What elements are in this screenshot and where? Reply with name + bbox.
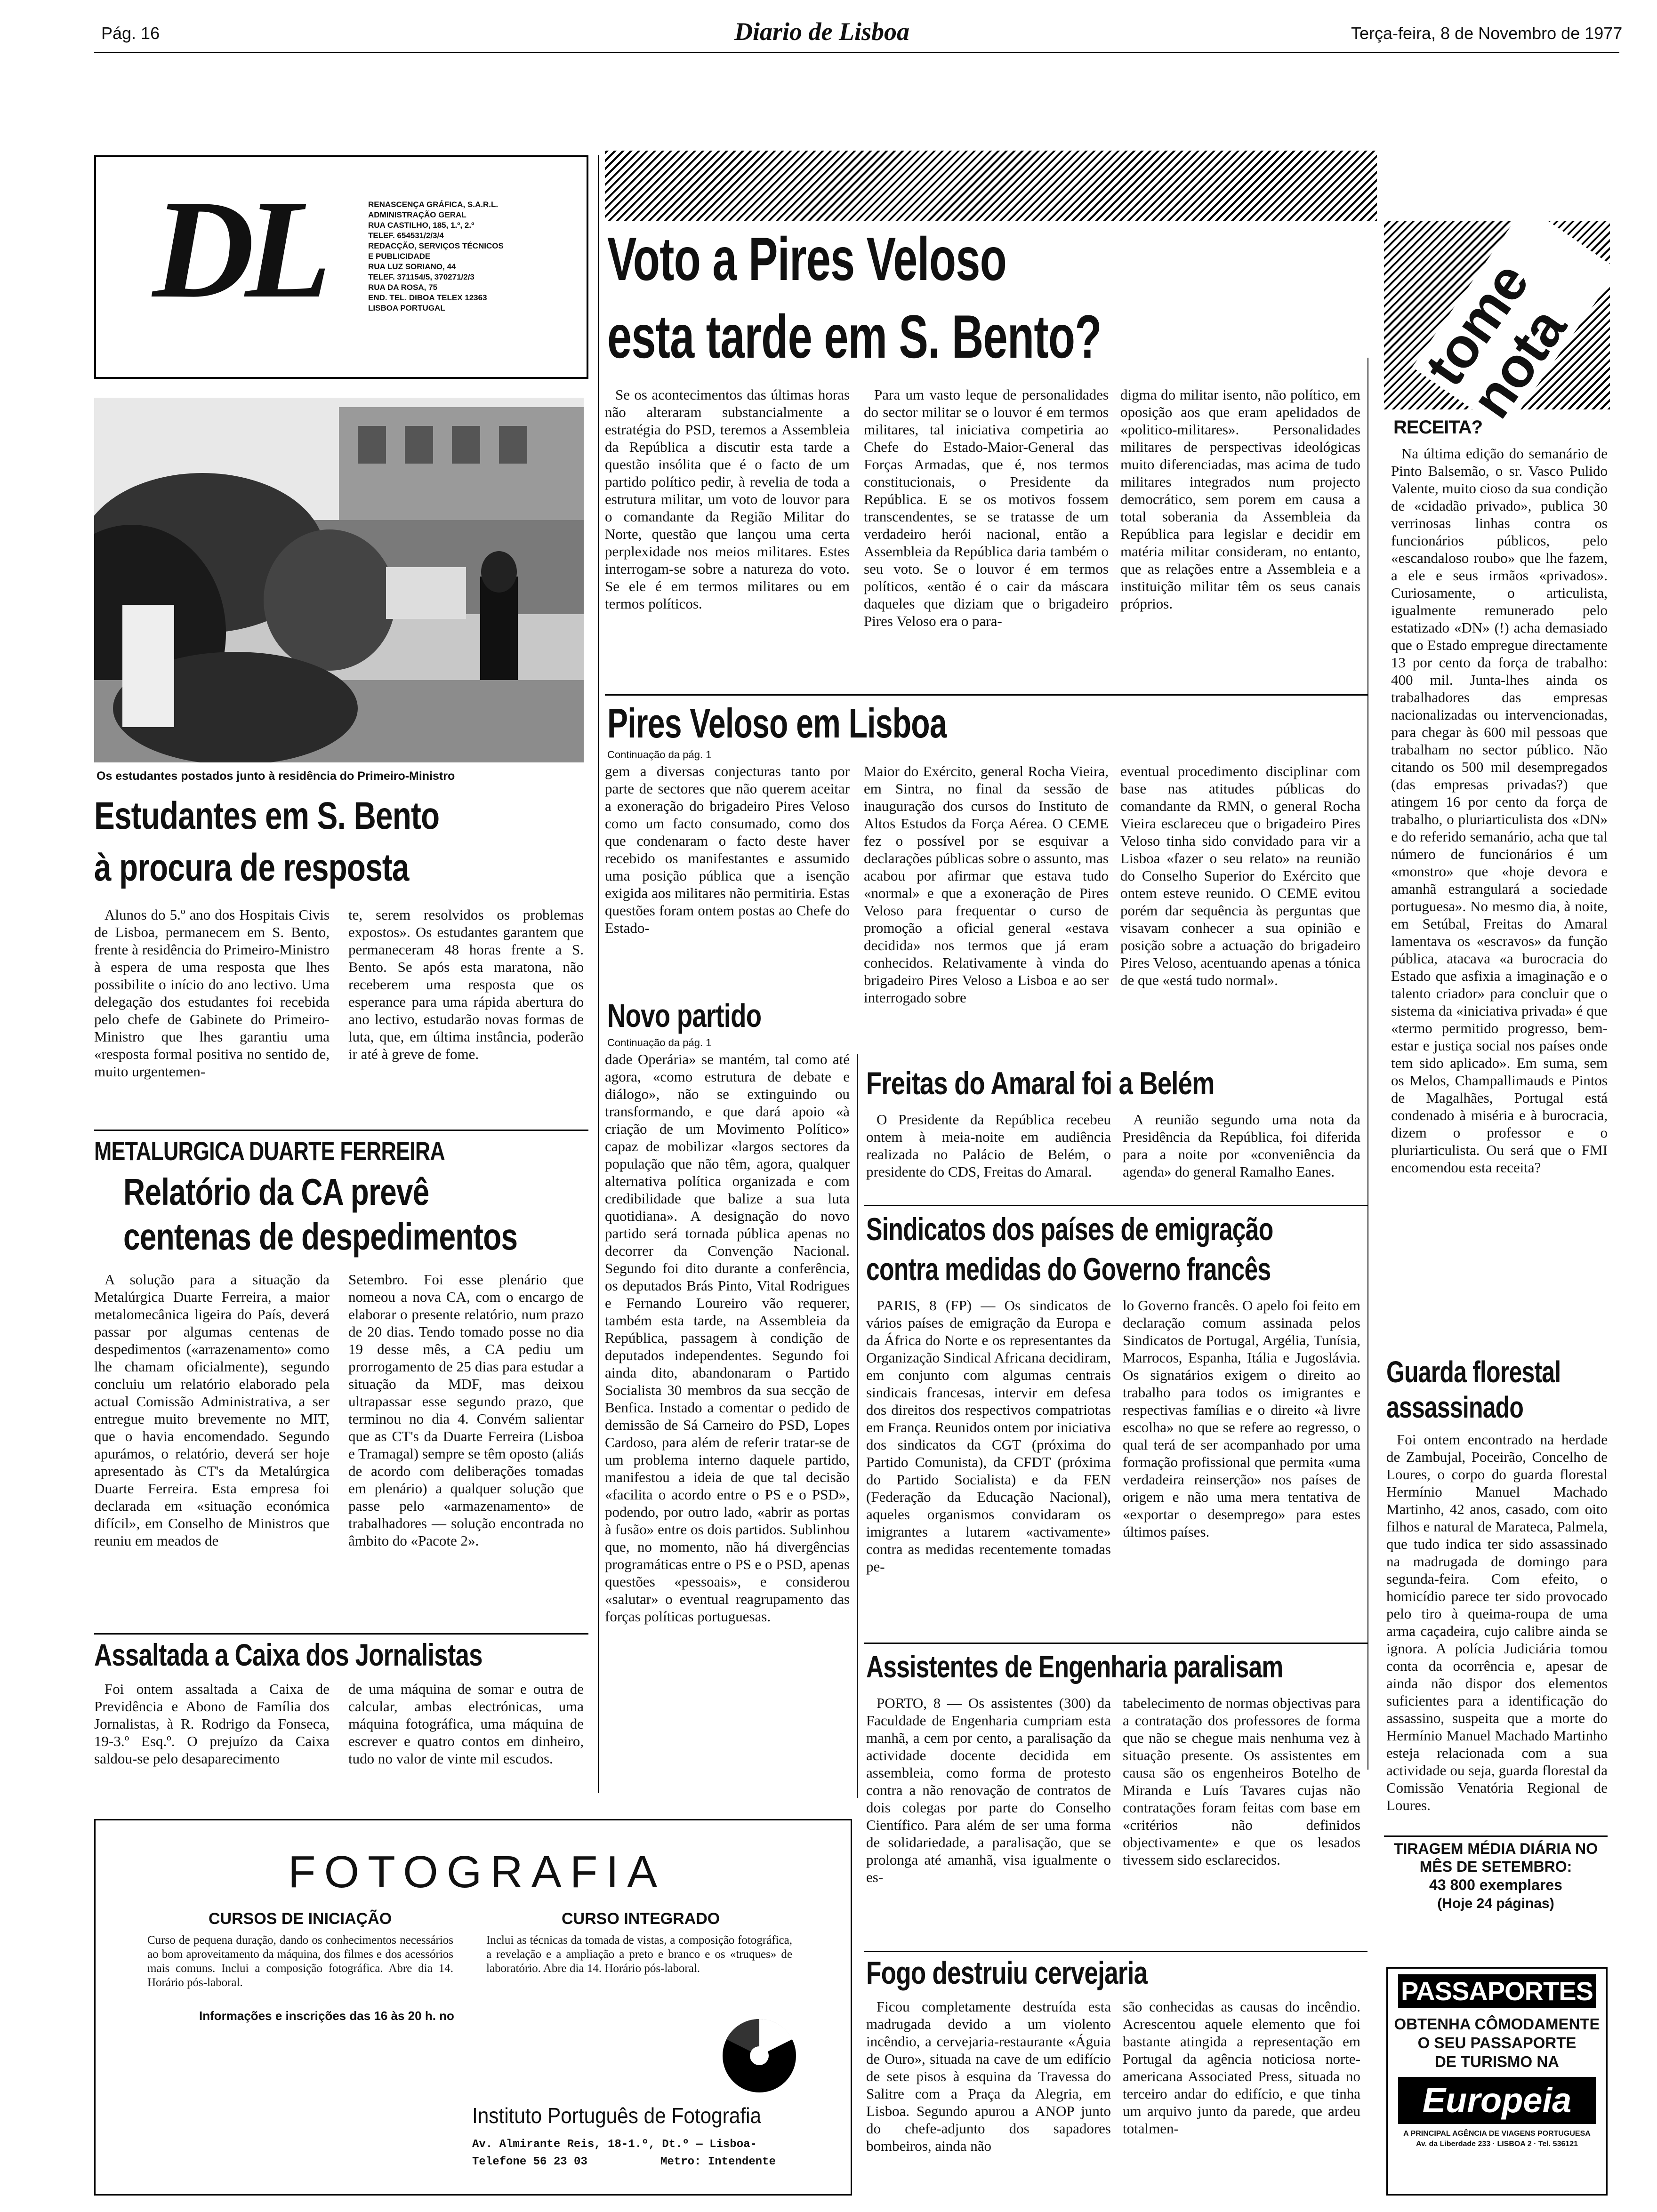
pires-col-2: Maior do Exército, general Rocha Vieira, em Sintra, no final da sessão de inauguração dos cursos do Instituto de Altos Estudos da Força Aérea. O CEME fez o possível por se esquivar a declarações públicas sobre o assunto, mas acabou por afirmar que estava tudo «normal» e que a exoneração de Pires Veloso para frequentar o curso de promoção a oficial general «estava decidida» nos termos que já eram conhecidos. Relativamente à vinda do brigadeiro Pires Veloso a Lisboa e ao ser interrogado sobre [864, 763, 1109, 1006]
sindicatos-headline-2: contra medidas do Governo francês [866, 1251, 1271, 1287]
divider [94, 1130, 588, 1131]
guarda-headline-1: Guarda florestal [1386, 1355, 1561, 1389]
colophon-lines [368, 200, 556, 313]
voto-col-2: Para um vasto leque de personalidades do sector militar se o louvor é em termos militares, tal iniciativa competiria ao Chefe do Estado-Maior-General das Forças Armadas, que é, nos termos constitucionais, o Presidente da República. E se os motivos fossem transcendentes, se se tratasse de um verdadeiro herói nacional, então a Assembleia da República daria também o seu voto. Se o louvor é em termos políticos, «então é o cair da máscara daqueles que diziam que o brigadeiro Pires Veloso era o para- [864, 386, 1109, 629]
colophon-line: E PUBLICIDADE [368, 252, 431, 261]
novo-partido-text: dade Operária» se mantém, tal como até agora, «como estrutura de debate e diálogo», não se extinguindo ou transformando, e que dará apoio «à criação de um Movimento Político» capaz de mobilizar «largos sectores da população que não têm, agora, qualquer alternativa política organizada e com credibilidade que balize a sua luta quotidiana». A designação do novo partido será tornada pública apenas no decorrer da Convenção Nacional. Segundo foi dito durante a conferência, os deputados Brás Pinto, Vital Rodrigues e Fernando Loureiro vão requerer, também esta tarde, na Assembleia da República, passagem à condição de deputados independentes. Segundo foi ainda dito, abandonaram o Partido Socialista 30 membros da sua secção de Benfica. Instado a comentar o pedido de demissão de Sá Carneiro do PSD, Lopes Cardoso, para além de referir tratar-se de um problema interno daquele partido, manifestou a ideia de que tal decisão «facilita o acordo entre o PS e o PSD», podendo, por outro lado, «abrir as portas à fusão» entre os dois partidos. Sublinhou que, no momento, não há divergências programáticas entre o PS e o PSD, apenas questões «pessoais», e considerou «salutar» o eventual reagrupamento das forças políticas portuguesas. [605, 1051, 850, 1625]
europeia-logo: Europeia [1398, 2077, 1596, 2124]
divider [94, 1633, 588, 1635]
column-rule [857, 1054, 858, 1798]
passaportes-ad [1386, 1967, 1608, 2196]
divider [864, 1951, 1367, 1952]
divider [864, 1205, 1367, 1206]
tiragem-box [1384, 1835, 1608, 1913]
metalurgica-headline-1: Relatório da CA prevê [123, 1171, 429, 1213]
caixa-headline: Assaltada a Caixa dos Jornalistas [94, 1637, 483, 1672]
page-number: Pág. 16 [101, 24, 160, 43]
aperture-logo-icon [708, 2018, 811, 2093]
fogo-headline: Fogo destruiu cervejaria [866, 1955, 1148, 1991]
fotografia-title: FOTOGRAFIA [288, 1847, 666, 1897]
passaportes-footer: Av. da Liberdade 233 · LISBOA 2 · Tel. 536121 [1416, 2140, 1578, 2148]
curso-integrado-head: CURSO INTEGRADO [562, 1910, 720, 1928]
tome-nota-title: tome nota [1412, 205, 1618, 432]
tiragem-line: TIRAGEM MÉDIA DIÁRIA NO [1393, 1840, 1598, 1857]
cursos-iniciacao-head: CURSOS DE INICIAÇÃO [209, 1910, 392, 1928]
fogo-col-1: Ficou completamente destruída esta madrugada devido a um violento incêndio, a cervejaria-restaurante «Águia de Ouro», situada na cave de um edifício de sete pisos à esquina da Travessa do Salitre com a Praça da Alegria, em Lisboa. Segundo apurou a ANOP junto do chefe-adjunto dos sapadores bombeiros, ainda não [866, 1998, 1111, 2154]
colophon-line: RUA CASTILHO, 185, 1.º, 2.º [368, 221, 475, 230]
guarda-text: Foi ontem encontrado na herdade de Zambujal, Poceirão, Concelho de Loures, o corpo do guarda florestal Hermínio Manuel Machado Martinho, 42 anos, casado, com oito filhos e natural de Marateca, Palmela, que tudo indica ter sido assassinado na madrugada de domingo para segunda-feira. Com efeito, o homicídio parece ter sido provocado pelo tiro à queima-roupa de uma arma caçadeira, cujo calibre ainda se ignora. A polícia Judiciária tomou conta da ocorrência e, apesar de ainda não dispor dos elementos suficientes para a identificação do assassino, suspeita que a morte do Hermínio Manuel Machado Martinho esteja relacionada com a sua actividade ou seja, guarda florestal da Comissão Venatória Regional de Loures. [1386, 1431, 1608, 1813]
estudantes-col-2: te, serem resolvidos os problemas expostos». Os estudantes garantem que permaneceram 48 horas frente a S. Bento. Se após esta maratona, não receberem uma resposta que os esperance para uma rápida abertura do ano lectivo, estudarão novas formas de luta, que, em última instância, poderão ir até à greve de fome. [348, 906, 584, 1062]
dl-logo: DL [153, 171, 322, 327]
metalurgica-col-1: A solução para a situação da Metalúrgica Duarte Ferreira, a maior metalomecânica ligeira do País, deverá passar por algumas centenas de despedimentos («arrazenamento» como lhe chamam oficialmente), segundo concluiu um relatório elaborado pela actual Comissão Administrativa, a ser entregue muito brevemente no MIT, que o havia encomendado. Segundo apurámos, o relatório, deverá ser hoje apresentado às CT's da Metalúrgica Duarte Ferreira. Esta empresa foi declarada em «situação económica difícil», em Conselho de Ministros que reuniu em meados de [94, 1271, 330, 1549]
pires-col-3: eventual procedimento disciplinar com base nas atitudes públicas do comandante da RMN, o general Rocha Vieira esclareceu que o brigadeiro Pires Veloso tinha sido convidado para vir a Lisboa «fazer o seu relato» na reunião do Conselho Superior do Exército que ontem esteve reunido. O CEME evitou porém dar sequência às perguntas que visavam conhecer a sua opinião e posição sobre a actuação do brigadeiro Pires Veloso, acentuando apenas a tónica de que «está tudo normal». [1120, 763, 1360, 988]
colophon-line: ADMINISTRAÇÃO GERAL [368, 210, 467, 219]
cursos-iniciacao-text: Curso de pequena duração, dando os conhecimentos necessários ao bom aproveitamento da máquina, dos filmes e dos acessórios mais comuns. Inclui a composição fotográfica. Abre dia 14. Horário pós-laboral. [147, 1934, 453, 1989]
fotografia-info: Informações e inscrições das 16 às 20 h. no [199, 2009, 454, 2023]
estudantes-headline-2: à procura de resposta [94, 846, 409, 889]
colophon-line: LISBOA PORTUGAL [368, 304, 445, 313]
freitas-headline: Freitas do Amaral foi a Belém [866, 1066, 1215, 1101]
novo-partido-continuation: Continuação da pág. 1 [607, 1037, 712, 1049]
colophon-line: TELEF. 654531/2/3/4 [368, 231, 444, 240]
photo-caption: Os estudantes postados junto à residência do Primeiro-Ministro [97, 769, 455, 783]
freitas-col-2: A reunião segundo uma nota da Presidência da República, foi diferida para a noite por «conveniência da agenda» do general Ramalho Eanes. [1123, 1111, 1360, 1180]
hatched-banner [605, 151, 1377, 221]
news-photo [94, 398, 584, 762]
metalurgica-kicker: METALURGICA DUARTE FERREIRA [94, 1136, 445, 1166]
metalurgica-headline-2: centenas de despedimentos [123, 1216, 518, 1258]
tiragem-line: MÊS DE SETEMBRO: [1419, 1858, 1572, 1875]
freitas-col-1: O Presidente da República recebeu ontem à meia-noite em audiência realizada no Palácio de Belém, o presidente do CDS, Freitas do Amaral. [866, 1111, 1111, 1180]
colophon-line: REDACÇÃO, SERVIÇOS TÉCNICOS [368, 241, 504, 250]
estudantes-headline-1: Estudantes em S. Bento [94, 794, 440, 837]
students-crowd-image [94, 398, 584, 762]
voto-headline-2: esta tarde em S. Bento? [607, 302, 1102, 371]
receita-title: RECEITA? [1393, 417, 1483, 438]
institute-metro: Metro: Intendente [660, 2156, 776, 2168]
passaportes-footer: A PRINCIPAL AGÊNCIA DE VIAGENS PORTUGUESA [1403, 2130, 1591, 2138]
caixa-col-2: de uma máquina de somar e outra de calcular, ambas electrónicas, uma máquina fotográfica, uma máquina de escrever e quatro contos em dinheiro, tudo no valor de vinte mil escudos. [348, 1681, 584, 1767]
voto-col-1: Se os acontecimentos das últimas horas não alteraram substancialmente a estratégia do PSD, teremos a Assembleia da República a discutir esta tarde a questão insólita que é o facto de um partido político pedir, à revelia de toda a estrutura militar, um voto de louvor para o comandante da Região Militar do Norte, questão que lançou uma certa perplexidade nos meios militares. Estes interrogam-se sobre a natureza do voto. Se ele é em termos militares ou em termos políticos. [605, 386, 850, 612]
header-rule [94, 52, 1619, 53]
assistentes-col-2: tabelecimento de normas objectivas para a contratação dos professores de forma que não se chegue mais nenhuma vez à situação presente. Os assistentes em causa são os engenheiros Botelho de Miranda e Luís Tavares cujas não contratações foram feitas com base em «critérios não definidos objectivamente» e que os lesados tivessem sido esclarecidos. [1123, 1695, 1360, 1868]
column-rule [1367, 358, 1368, 1770]
sindicatos-col-1: PARIS, 8 (FP) — Os sindicatos de vários países de emigração da Europa e da África do Norte e os representantes da Organização Sindical Africana decidiram, em conjunto com algumas centrais sindicais francesas, intervir em defesa dos direitos dos respectivos compatriotas em França. Reunidos ontem por iniciativa dos sindicatos da CGT (próxima do Partido Comunista), da CFDT (próxima do Partido Socialista) e da FEN (Federação da Educação Nacional), aqueles organismos convidaram os imigrantes a lutarem «activamente» contra as medidas recentemente tomadas pe- [866, 1297, 1111, 1575]
pires-col-1: gem a diversas conjecturas tanto por parte de sectores que não querem aceitar a exoneração do brigadeiro Pires Veloso como um facto consumado, como dos que condenaram o facto deste haver recebido os manifestantes e assumido uma posição pública que a isenção exigida aos militares não permitiria. Estas questões foram ontem postas ao Chefe do Estado- [605, 763, 850, 936]
colophon-box [94, 155, 588, 379]
colophon-line: RENASCENÇA GRÁFICA, S.A.R.L. [368, 200, 499, 209]
fogo-col-2: são conhecidas as causas do incêndio. Acrescentou aquele elemento que foi bastante atingida a representação em Portugal da agência noticiosa norte-americana Associated Press, situada no terceiro andar do edifício, e que tinha um arquivo junto da parede, que ardeu totalmen- [1123, 1998, 1360, 2137]
pires-continuation: Continuação da pág. 1 [607, 749, 712, 761]
curso-integrado-text: Inclui as técnicas da tomada de vistas, a composição fotográfica, a revelação e a ampliação a preto e branco e os «truques» de laboratório. Abre dia 14. Horário pós-laboral. [486, 1934, 792, 1975]
divider [864, 1643, 1367, 1644]
divider [605, 694, 1367, 696]
fotografia-ad [94, 1819, 852, 2196]
pires-headline: Pires Veloso em Lisboa [607, 700, 947, 746]
metalurgica-col-2: Setembro. Foi esse plenário que nomeou a nova CA, com o encargo de elaborar o presente relatório, num prazo de 20 dias. Tendo tomado posse no dia 19 desse mês, a CA pediu um prorrogamento de 25 dias para estudar a situação da MDF, mas deixou ultrapassar esse segundo prazo, que terminou no dia 4. Convém salientar que as CT's da Duarte Ferreira (Lisboa e Tramagal) sempre se têm oposto (aliás de acordo com deliberações tomadas em plenário) a qualquer solução que passe pelo «armazenamento» de trabalhadores — solução encontrada no âmbito do «Pacote 2». [348, 1271, 584, 1549]
voto-headline-1: Voto a Pires Veloso [607, 224, 1007, 293]
page-date: Terça-feira, 8 de Novembro de 1977 [1351, 24, 1623, 43]
tiragem-pages: (Hoje 24 páginas) [1437, 1896, 1554, 1911]
colophon-line: TELEF. 371154/5, 370271/2/3 [368, 272, 475, 281]
assistentes-headline: Assistentes de Engenharia paralisam [866, 1649, 1283, 1684]
estudantes-col-1: Alunos do 5.º ano dos Hospitais Civis de Lisboa, permanecem em S. Bento, frente à residência do Primeiro-Ministro à espera de uma resposta que lhes possibilite o início do ano lectivo. Uma delegação dos estudantes foi recebida pelo chefe de Gabinete do Primeiro-Ministro que lhes garantiu uma «resposta formal positiva no sentido de, muito urgentemen- [94, 906, 330, 1080]
passaportes-title: PASSAPORTES [1398, 1974, 1596, 2008]
column-rule [598, 155, 599, 1793]
institute-phone: Telefone 56 23 03 [472, 2156, 587, 2168]
passaportes-line: OBTENHA CÔMODAMENTE [1394, 2015, 1600, 2033]
tiragem-circulation: 43 800 exemplares [1429, 1876, 1562, 1893]
sindicatos-headline-1: Sindicatos dos países de emigração [866, 1211, 1273, 1247]
colophon-line: RUA DA ROSA, 75 [368, 283, 438, 292]
novo-partido-headline: Novo partido [607, 997, 762, 1034]
passaportes-line: O SEU PASSAPORTE [1417, 2034, 1577, 2052]
institute-name: Instituto Português de Fotografia [472, 2103, 762, 2128]
receita-text: Na última edição do semanário de Pinto Balsemão, o sr. Vasco Pulido Valente, muito cioso da sua condição de «cidadão privado», publica 30 verrinosas linhas contra os funcionários públicos, pelo «escandaloso roubo» que lhe fazem, a ele e seus irmãos «privados». Curiosamente, o articulista, igualmente remunerado pelo estatizado «DN» (!) acha demasiado que o Estado empregue directamente 13 por cento da força de trabalho: 400 mil. Junta-lhes ainda os trabalhadores das empresas nacionalizadas ou intervencionadas, para chegar às 600 mil pessoas que trabalham no sector público. Não citando os 500 mil desempregados (das empresas privadas?) que atingem 16 por cento da força de trabalho, o pluriarticulista dos «DN» e do referido semanário, acha que tal número de funcionários é um «monstro» que «hoje devora e amanhã estrangulará a sociedade portuguesa». No mesmo dia, à noite, em Setúbal, Freitas do Amaral lamentava os «escravos» da função pública, atacava «a burocracia do Estado que asfixia a imaginação e o talento criador» para concluir que o sistema da «iniciativa privada» é que «termo permitido progresso, bem-estar e justiça social nos países onde tem sido aplicado». Em suma, sem os Melos, Champallimauds e Pintos de Magalhães, Portugal está condenado à miséria e à burocracia, dizem o professor e o pluriarticulista. Ou será que o FMI encomendou esta receita? [1391, 445, 1608, 1176]
guarda-headline-2: assassinado [1386, 1390, 1524, 1424]
masthead: Diario de Lisboa [734, 17, 909, 46]
caixa-col-1: Foi ontem assaltada a Caixa de Previdência e Abono de Família dos Jornalistas, à R. Rodrigo da Fonseca, 19-3.º Esq.º. O prejuízo da Caixa saldou-se pelo desaparecimento [94, 1681, 330, 1767]
voto-col-3: digma do militar isento, não político, em oposição aos que eram apelidados de «politico-militares». Personalidades militares de perspectivas ideológicas muito diferenciadas, mas acima de tudo militares integrados num projecto democrático, sem porem em causa a total soberania da Assembleia da República para legislar e decidir em matéria militar consideram, no entanto, que as relações entre a Assembleia e a instituição militar têm os seus canais próprios. [1120, 386, 1360, 612]
assistentes-col-1: PORTO, 8 — Os assistentes (300) da Faculdade de Engenharia cumpriam esta manhã, a cem por cento, a paralisação da actividade docente decidida em assembleia, como forma de protesto contra a não renovação de contratos de dois colegas por parte do Conselho Científico. Para além de ser uma forma de solidariedade, a paralisação, que se prolonga até amanhã, visa igualmente o es- [866, 1695, 1111, 1885]
colophon-line: END. TEL. DIBOA TELEX 12363 [368, 293, 487, 302]
institute-address: Av. Almirante Reis, 18-1.º, Dt.º — Lisboa- [472, 2138, 757, 2151]
colophon-line: RUA LUZ SORIANO, 44 [368, 262, 456, 271]
sindicatos-col-2: lo Governo francês. O apelo foi feito em declaração comum assinada pelos Sindicatos de Portugal, Argélia, Tunísia, Marrocos, Espanha, Itália e Jugoslávia. Os signatários exigem o direito ao trabalho para todos os imigrantes e respectivas famílias e o direito «à livre escolha» no que se refere ao regresso, o qual terá de ser acompanhado por uma formação profissional que permita «uma verdadeira reinserção» nos países de origem e não uma mera tentativa de «exportar o desemprego» para estes últimos países. [1123, 1297, 1360, 1540]
passaportes-line: DE TURISMO NA [1435, 2053, 1559, 2070]
